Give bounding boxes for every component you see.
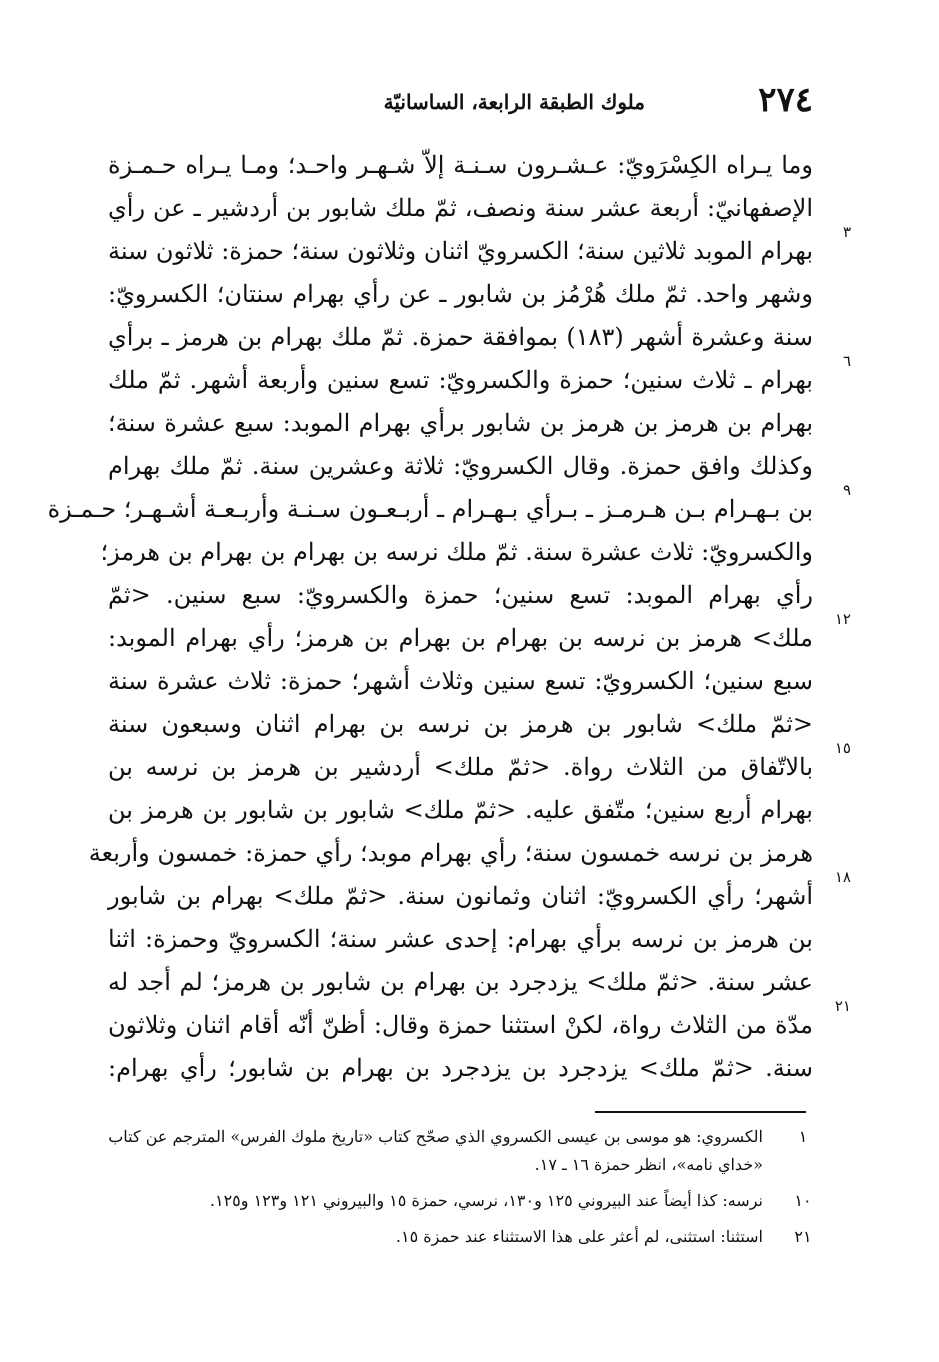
line-number-9: ٩ [842, 481, 851, 499]
line-text-13: سبع سنين؛ الكسرويّ: تسع سنين وثلاث أشهر؛ حمزة: ثلاث عشرة سنة [108, 667, 813, 695]
text-line-18 [108, 868, 851, 918]
text-line-1 [108, 144, 813, 187]
text-line-19 [108, 918, 813, 961]
text-line-20 [108, 961, 813, 1004]
line-text-1: وما يـراه الكِسْرَويّ: عـشـرون سـنـة إلاّ شـهـر واحـد؛ ومـا يـراه حـمـزة [108, 151, 813, 179]
line-number-12: ١٢ [834, 610, 851, 628]
text-line-2 [108, 187, 813, 230]
line-text-3: بهرام الموبد ثلاثين سنة؛ الكسرويّ اثنان وثلاثون سنة؛ حمزة: ثلاثون سنة [108, 237, 813, 265]
footnote-1 [108, 1123, 813, 1179]
line-number-21: ٢١ [834, 997, 851, 1015]
text-line-15 [108, 739, 851, 789]
text-line-6 [108, 352, 851, 402]
text-line-22 [108, 1047, 813, 1090]
text-line-8 [108, 445, 813, 488]
line-text-15: بالاتّفاق من الثلاث رواة. <ثمّ ملك> أردشير بن هرمز بن نرسه بن [108, 753, 813, 781]
footnote-10 [108, 1187, 813, 1215]
line-text-17: هرمز بن نرسه خمسون سنة؛ رأي بهرام موبد؛ رأي حمزة: خمسون وأربعة [88, 839, 813, 867]
line-text-14: <ثمّ ملك> شابور بن هرمز بن نرسه بن بهرام اثنان وسبعون سنة [108, 710, 813, 738]
footnote-number-1: ١ [798, 1127, 808, 1146]
line-number-15: ١٥ [834, 739, 851, 757]
line-text-22: سنة. <ثمّ ملك> يزدجرد بن يزدجرد بن بهرام بن شابور؛ رأي بهرام: [108, 1054, 813, 1082]
line-text-7: بهرام بن هرمز بن هرمز بن شابور برأي بهرام الموبد: سبع عشرة سنة؛ [108, 409, 813, 437]
line-text-21: مدّة من الثلاث رواة، لكنْ استثنا حمزة وقال: أظنّ أنّه أقام اثنان وثلاثون [108, 1011, 813, 1039]
footnote-text-21: استثنا: استثنى، لم أعثر على هذا الاستثناء عند حمزة ١٥. [395, 1227, 763, 1246]
page-number: ٢٧٤ [758, 80, 813, 120]
line-text-4: وشهر واحد. ثمّ ملك هُرْمُز بن شابور ـ عن رأي بهرام سنتان؛ الكسرويّ: [108, 280, 813, 308]
line-text-10: والكسرويّ: ثلاث عشرة سنة. ثمّ ملك نرسه بن بهرام بن بهرام بن هرمز؛ [100, 538, 813, 566]
text-line-16 [108, 789, 813, 832]
footnote-text-1: الكسروي: هو موسى بن عيسى الكسروي الذي صحّح كتاب «تاريخ ملوك الفرس» المترجم عن كتاب «خداي نامه»، انظر حمزة ١٦ ـ ١٧. [108, 1127, 763, 1174]
line-text-9: بن بـهـرام بـن هـرمـز ـ بـرأي بـهـرام ـ أربـعـون سـنـة وأربـعـة أشـهـر؛ حـمـزة [47, 495, 813, 523]
page-header [108, 78, 813, 122]
line-text-12: ملك> هرمز بن نرسه بن بهرام بن بهرام بن هرمز؛ رأي بهرام الموبد: [108, 624, 813, 652]
text-line-7 [108, 402, 813, 445]
text-line-10 [100, 531, 813, 574]
line-text-20: عشر سنة. <ثمّ ملك> يزدجرد بن بهرام بن شابور بن هرمز؛ لم أجد له [108, 968, 813, 996]
line-text-2: الإصفهانيّ: أربعة عشر سنة ونصف، ثمّ ملك شابور بن أردشير ـ عن رأي [108, 194, 813, 222]
footnote-number-10: ١٠ [794, 1191, 812, 1210]
line-text-5: سنة وعشرة أشهر (١٨٣) بموافقة حمزة. ثمّ ملك بهرام بن هرمز ـ برأي [108, 323, 813, 351]
text-line-14 [108, 703, 813, 746]
line-text-6: بهرام ـ ثلاث سنين؛ حمزة والكسرويّ: تسع سنين وأربعة أشهر. ثمّ ملك [108, 366, 813, 394]
main-text [47, 144, 851, 1090]
running-title: ملوك الطبقة الرابعة، الساسانيّة [383, 90, 645, 114]
line-text-11: رأي بهرام الموبد: تسع سنين؛ حمزة والكسرويّ: سبع سنين. <ثمّ [108, 581, 813, 609]
text-line-4 [108, 273, 813, 316]
text-line-5 [108, 316, 813, 359]
line-number-18: ١٨ [834, 868, 851, 886]
line-number-6: ٦ [842, 352, 851, 370]
text-line-3 [108, 223, 851, 273]
text-line-12 [108, 610, 851, 660]
line-text-16: بهرام أربع سنين؛ متّفق عليه. <ثمّ ملك> شابور بن شابور بن هرمز بن [108, 796, 813, 824]
footnote-number-21: ٢١ [794, 1227, 812, 1246]
footnote-21 [108, 1223, 813, 1251]
text-line-11 [108, 574, 813, 617]
line-text-19: بن هرمز بن نرسه برأي بهرام: إحدى عشر سنة؛ الكسرويّ وحمزة: اثنا [108, 925, 813, 953]
text-line-21 [108, 997, 851, 1047]
text-line-13 [108, 660, 813, 703]
footnote-separator [595, 1111, 806, 1113]
text-line-17 [88, 832, 813, 875]
footnote-text-10: نرسه: كذا أيضاً عند البيروني ١٢٥ و١٣٠، نرسي، حمزة ١٥ والبيروني ١٢١ و١٢٣ و١٢٥. [209, 1191, 763, 1210]
line-number-3: ٣ [842, 223, 851, 241]
line-text-8: وكذلك وافق حمزة. وقال الكسرويّ: ثلاثة وعشرين سنة. ثمّ ملك بهرام [108, 452, 813, 480]
text-line-9 [47, 481, 851, 531]
line-text-18: أشهر؛ رأي الكسرويّ: اثنان وثمانون سنة. <ثمّ ملك> بهرام بن شابور [108, 882, 813, 910]
footnotes [108, 1123, 813, 1259]
